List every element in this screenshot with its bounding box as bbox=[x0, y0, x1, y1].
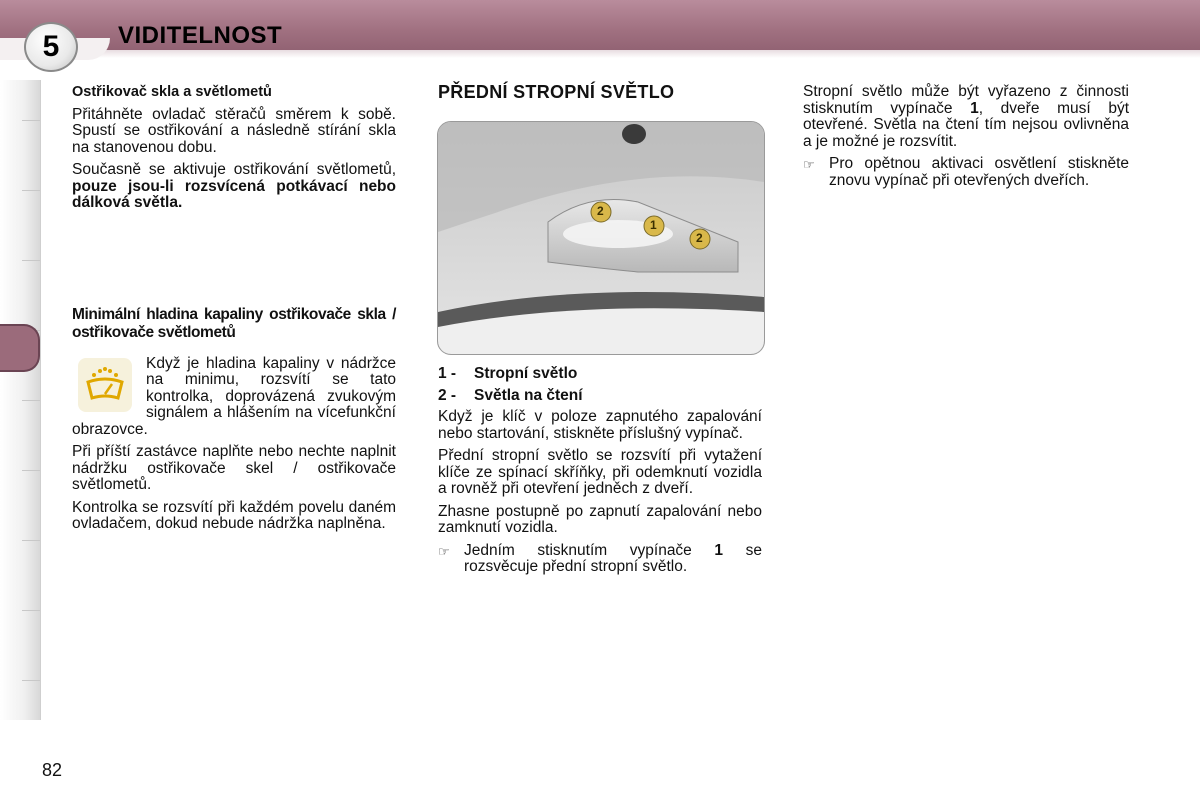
paragraph bbox=[803, 84, 1129, 150]
paragraph: Kontrolka se rozsvítí při každém povelu daném ovladačem, dokud nebude nádržka naplněna. bbox=[72, 498, 396, 532]
text-bold: 1 bbox=[970, 99, 979, 117]
paragraph: Přitáhněte ovladač stěračů směrem k sobě. Spustí se ostřikování a následně stírání skla na stanovenou dobu. bbox=[72, 105, 396, 156]
rail-divider bbox=[22, 540, 40, 541]
chapter-title: VIDITELNOST bbox=[118, 22, 283, 49]
paragraph: Přední stropní světlo se rozsvítí při vytažení klíče ze spínací skříňky, při odemknutí vozidla a rovněž při otevření jedněch z dveří. bbox=[438, 447, 762, 497]
text-normal: se rozsvěcuje přední stropní světlo. bbox=[464, 541, 762, 575]
active-chapter-tab[interactable] bbox=[0, 324, 40, 372]
rail-divider bbox=[22, 190, 40, 191]
bullet-item bbox=[803, 156, 1129, 189]
pointing-hand-icon: ☞ bbox=[438, 543, 450, 559]
paragraph: Když je klíč v poloze zapnutého zapalování nebo startování, stiskněte příslušný vypínač. bbox=[438, 408, 762, 442]
photo-callout-label: 2 bbox=[696, 231, 703, 245]
paragraph: Když je hladina kapaliny v nádržce na minimu, rozsvítí se tato kontrolka, doprovázená zvukovým signálem a hlášením na vícefunkční obrazovce. bbox=[72, 354, 396, 438]
ceiling-light-photo bbox=[437, 121, 765, 355]
paragraph bbox=[72, 162, 396, 212]
section-title-washer: Ostřikovač skla a světlometů bbox=[72, 84, 272, 100]
pointing-hand-icon: ☞ bbox=[803, 157, 815, 172]
text-normal: Jedním stisknutím vypínače bbox=[464, 541, 715, 559]
thumb-index-rail bbox=[0, 80, 41, 720]
text-bold: pouze jsou-li rozsvícená potkávací nebo dálková světla. bbox=[72, 177, 396, 211]
rail-divider bbox=[22, 400, 40, 401]
rail-divider bbox=[22, 680, 40, 681]
text-normal: Stropní světlo může být vyřazeno z činnosti stisknutím vypínače bbox=[803, 83, 1129, 117]
legend-label: Stropní světlo bbox=[474, 365, 578, 382]
text-normal: Současně se aktivuje ostřikování světlometů, bbox=[72, 161, 396, 178]
left-column bbox=[72, 84, 396, 539]
rail-divider bbox=[22, 120, 40, 121]
paragraph: Při příští zastávce naplňte nebo nechte naplnit nádržku ostřikovače skel / ostřikovače světlometů. bbox=[72, 443, 396, 493]
rail-divider bbox=[22, 470, 40, 471]
section-title-ceiling-light: PŘEDNÍ STROPNÍ SVĚTLO bbox=[438, 82, 675, 102]
header-underline bbox=[0, 50, 1200, 58]
paragraph: Zhasne postupně po zapnutí zapalování nebo zamknutí vozidla. bbox=[438, 502, 762, 536]
chapter-number-badge: 5 bbox=[24, 22, 78, 72]
page-number: 82 bbox=[42, 760, 63, 780]
rail-divider bbox=[22, 260, 40, 261]
legend-label: Světla na čtení bbox=[474, 386, 583, 404]
bullet-text bbox=[464, 543, 762, 576]
washer-fluid-warning-icon bbox=[78, 358, 132, 412]
middle-column bbox=[438, 84, 762, 113]
photo-callout-label: 2 bbox=[597, 204, 604, 218]
legend-number: 2 - bbox=[438, 386, 457, 404]
legend-number: 1 - bbox=[438, 365, 457, 382]
legend-item bbox=[438, 366, 762, 383]
section-title-fluid-level: Minimální hladina kapaliny ostřikovače skla / ostřikovače světlometů bbox=[72, 305, 396, 341]
text-normal: , dveře musí být otevřené. Světla na čtení tím nejsou ovlivněna a je možné je rozsvítit. bbox=[803, 99, 1129, 150]
right-column bbox=[803, 84, 1129, 189]
legend-item bbox=[438, 388, 762, 405]
middle-column-body bbox=[438, 366, 762, 576]
bullet-text: Pro opětnou aktivaci osvětlení stiskněte znovu vypínač při otevřených dveřích. bbox=[829, 155, 1129, 189]
text-bold: 1 bbox=[714, 541, 724, 559]
rail-divider bbox=[22, 610, 40, 611]
bullet-item bbox=[438, 543, 762, 576]
photo-callout-label: 1 bbox=[650, 218, 657, 232]
